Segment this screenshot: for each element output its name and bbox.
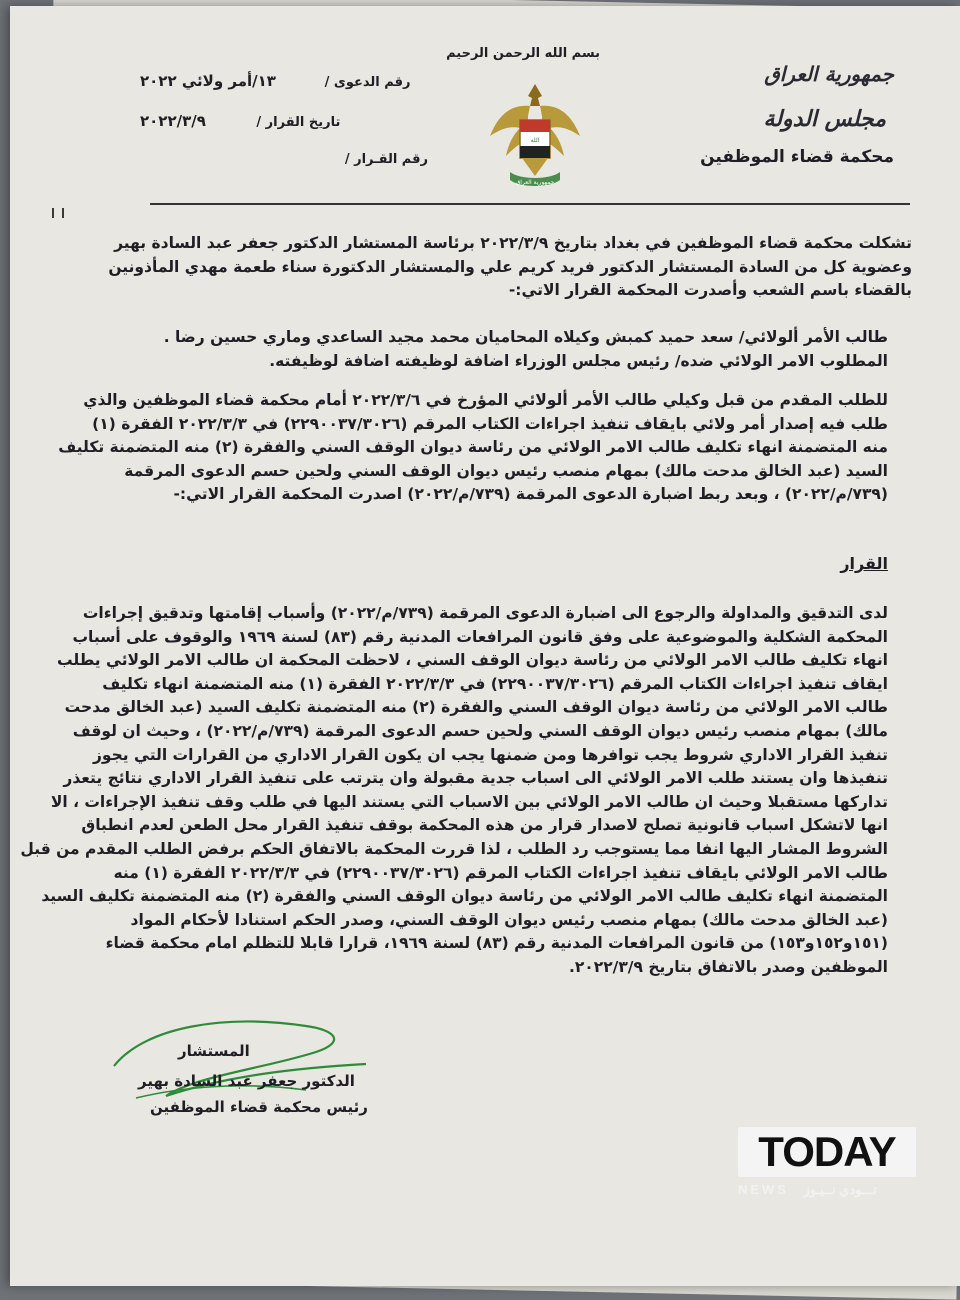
case-number-value: ١٣/أمر ولائي ٢٠٢٢ xyxy=(140,72,276,90)
decision-date-label: تاريخ القرار / xyxy=(256,115,341,130)
case-number-row xyxy=(140,72,410,90)
decision-line: طالب الامر الولائي من رئاسة ديوان الوقف السني والفقرة (٢) منه المتضمنة تكليف السيد (عبد الخالق مدحت xyxy=(64,698,888,717)
signatory-position: رئيس محكمة قضاء الموظفين xyxy=(150,1098,368,1116)
decision-line: (عبد الخالق مدحت مالك) بمهام منصب رئيس ديوان الوقف السني، وصدر الحكم استنادا لأحكام المواد xyxy=(130,910,888,929)
decision-paragraph xyxy=(20,602,888,980)
basmala: بسم الله الرحمن الرحيم xyxy=(446,46,600,61)
decision-line: مالك) بمهام منصب رئيس ديوان الوقف السني ولحين حسم الدعوى المرقمة (٧٣٩/م/٢٠٢٢) ، وحيث ان لوقف xyxy=(72,721,888,740)
request-line: منه المتضمنة انهاء تكليف طالب الامر الولائي من رئاسة ديوان الوقف السني والفقرة (٢) منه المتضمنة تكليف xyxy=(58,438,888,456)
signature-title: المستشار xyxy=(178,1042,250,1060)
decision-number-label: رقم القـرار / xyxy=(344,152,428,167)
today-logo: TODAY xyxy=(758,1128,896,1175)
header-divider xyxy=(150,203,910,205)
decision-line: تداركها مستقبلا وحيث ان طالب الامر الولائي بين الاسباب التي يستند اليها في طلب وقف تنفيذ الإجراءات ، الا xyxy=(50,792,888,811)
decision-line: المحكمة الشكلية والموضوعية على وفق قانون المرافعات المدنية رقم (٨٣) لسنة ١٩٦٩ والوقوف على أسباب xyxy=(72,627,888,646)
today-logo-subtitle xyxy=(738,1182,918,1198)
decision-line: (١٥١و١٥٢و١٥٣) من قانون المرافعات المدنية رقم (٨٣) لسنة ١٩٦٩، قرارا قابلا للتظلم امام محكمة قضاء xyxy=(105,934,888,953)
decision-line: المتضمنة انهاء تكليف طالب الامر الولائي من رئاسة ديوان الوقف السني والفقرة (٢) منه المتضمنة تكليف السيد xyxy=(41,887,888,906)
decision-line: الشروط المشار اليها انفا مما يستوجب رد الطلب ، لذا قررت المحكمة بالاتفاق الحكم برفض الطلب المقدم من قبل xyxy=(20,839,888,858)
decision-heading: القرار xyxy=(840,554,888,573)
signatory-name: الدكتور جعفر عبد السادة بهير xyxy=(138,1072,355,1090)
logo-news-ar: تـــودي نــيـوز xyxy=(803,1182,877,1197)
intro-line: وعضوية كل من السادة المستشار الدكتور فريد كريم علي والمستشار الدكتورة سناء طعمة مهدي المأذونين xyxy=(108,257,912,276)
decision-date-row xyxy=(140,112,340,130)
court-name: محكمة قضاء الموظفين xyxy=(700,147,894,167)
request-paragraph xyxy=(58,389,888,507)
request-line: (٧٣٩/م/٢٠٢٢) ، وبعد ربط اضبارة الدعوى المرقمة (٧٣٩/م/٢٠٢٢) اصدرت المحكمة القرار الاتي:- xyxy=(173,485,888,503)
council-title: مجلس الدولة xyxy=(763,106,886,132)
request-line: للطلب المقدم من قبل وكيلي طالب الأمر ألولائي المؤرخ في ٢٠٢٢/٣/٦ أمام محكمة قضاء الموظفين والذي xyxy=(83,391,888,409)
decision-number-row xyxy=(298,152,428,167)
decision-line: طالب الامر الولائي بايقاف تنفيذ اجراءات الكتاب المرقم (٢٢٩٠٠٣٧/٣٠٢٦) في ٢٠٢٢/٣/٣ الفقرة (١) منه xyxy=(113,863,888,882)
respondent-line: المطلوب الامر الولائي ضده/ رئيس مجلس الوزراء اضافة لوظيفته اضافة لوظيفته. xyxy=(269,351,888,370)
decision-line: انها لاتشكل اسباب قانونية تصلح لاصدار قرار من هذه المحكمة بوقف تنفيذ القرار محل الطعن لعدم انطباق xyxy=(81,816,888,835)
parties-block xyxy=(98,326,888,373)
decision-line: تنفيذ القرار الاداري شروط يجب توافرها ومن ضمنها يجب ان يكون القرار الاداري من القرارات التي يجوز xyxy=(92,745,888,764)
request-line: طلب فيه إصدار أمر ولائي بايقاف تنفيذ اجراءات الكتاب المرقم (٢٢٩٠٠٣٧/٣٠٢٦) في ٢٠٢٢/٣/٣ الفقرة (١) xyxy=(92,414,888,433)
iraq-emblem-icon xyxy=(480,76,590,206)
document-page xyxy=(10,6,960,1286)
emblem-caption: جمهورية العراق xyxy=(515,179,555,186)
claimant-line: طالب الأمر ألولائي/ سعد حميد كمبش وكيلاه المحاميان محمد مجيد الساعدي وماري حسين رضا . xyxy=(163,328,888,346)
margin-mark xyxy=(52,208,64,218)
decision-line: ايقاف تنفيذ اجراءات الكتاب المرقم (٢٢٩٠٠٣٧/٣٠٢٦) في ٢٠٢٢/٣/٣ الفقرة (١) منه المتضمنة انهاء تكليف xyxy=(102,674,888,693)
intro-line: بالقضاء باسم الشعب وأصدرت المحكمة القرار الاتي:- xyxy=(508,281,912,299)
decision-line: تنفيذها وان يستند طلب الامر الولائي الى اسباب جدية مقبولة وان يترتب على تنفيذ القرار الاداري نتائج يتعذر xyxy=(63,769,888,788)
case-number-label: رقم الدعوى / xyxy=(324,75,411,90)
request-line: السيد (عبد الخالق مدحت مالك) بمهام منصب رئيس ديوان الوقف السني ولحين حسم الدعوى المرقمة xyxy=(124,461,888,480)
republic-title: جمهورية العراق xyxy=(764,62,894,86)
svg-text:الله: الله xyxy=(530,137,540,144)
logo-news-en: NEWS xyxy=(738,1182,789,1197)
decision-line: انهاء تكليف طالب الامر الولائي من رئاسة ديوان الوقف السني ، لاحظت المحكمة ان طالب الامر الولائي يطلب xyxy=(56,651,888,670)
decision-date-value: ٢٠٢٢/٣/٩ xyxy=(140,112,206,130)
decision-line: لدى التدقيق والمداولة والرجوع الى اضبارة الدعوى المرقمة (٧٣٩/م/٢٠٢٢) وأسباب إقامتها وتدقيق إجراءات xyxy=(82,604,888,622)
intro-line: تشكلت محكمة قضاء الموظفين في بغداد بتاريخ ٢٠٢٢/٣/٩ برئاسة المستشار الدكتور جعفر عبد السادة بهير xyxy=(114,234,912,252)
decision-line: الموظفين وصدر بالاتفاق بتاريخ ٢٠٢٢/٣/٩. xyxy=(568,957,888,976)
intro-paragraph xyxy=(108,232,912,303)
